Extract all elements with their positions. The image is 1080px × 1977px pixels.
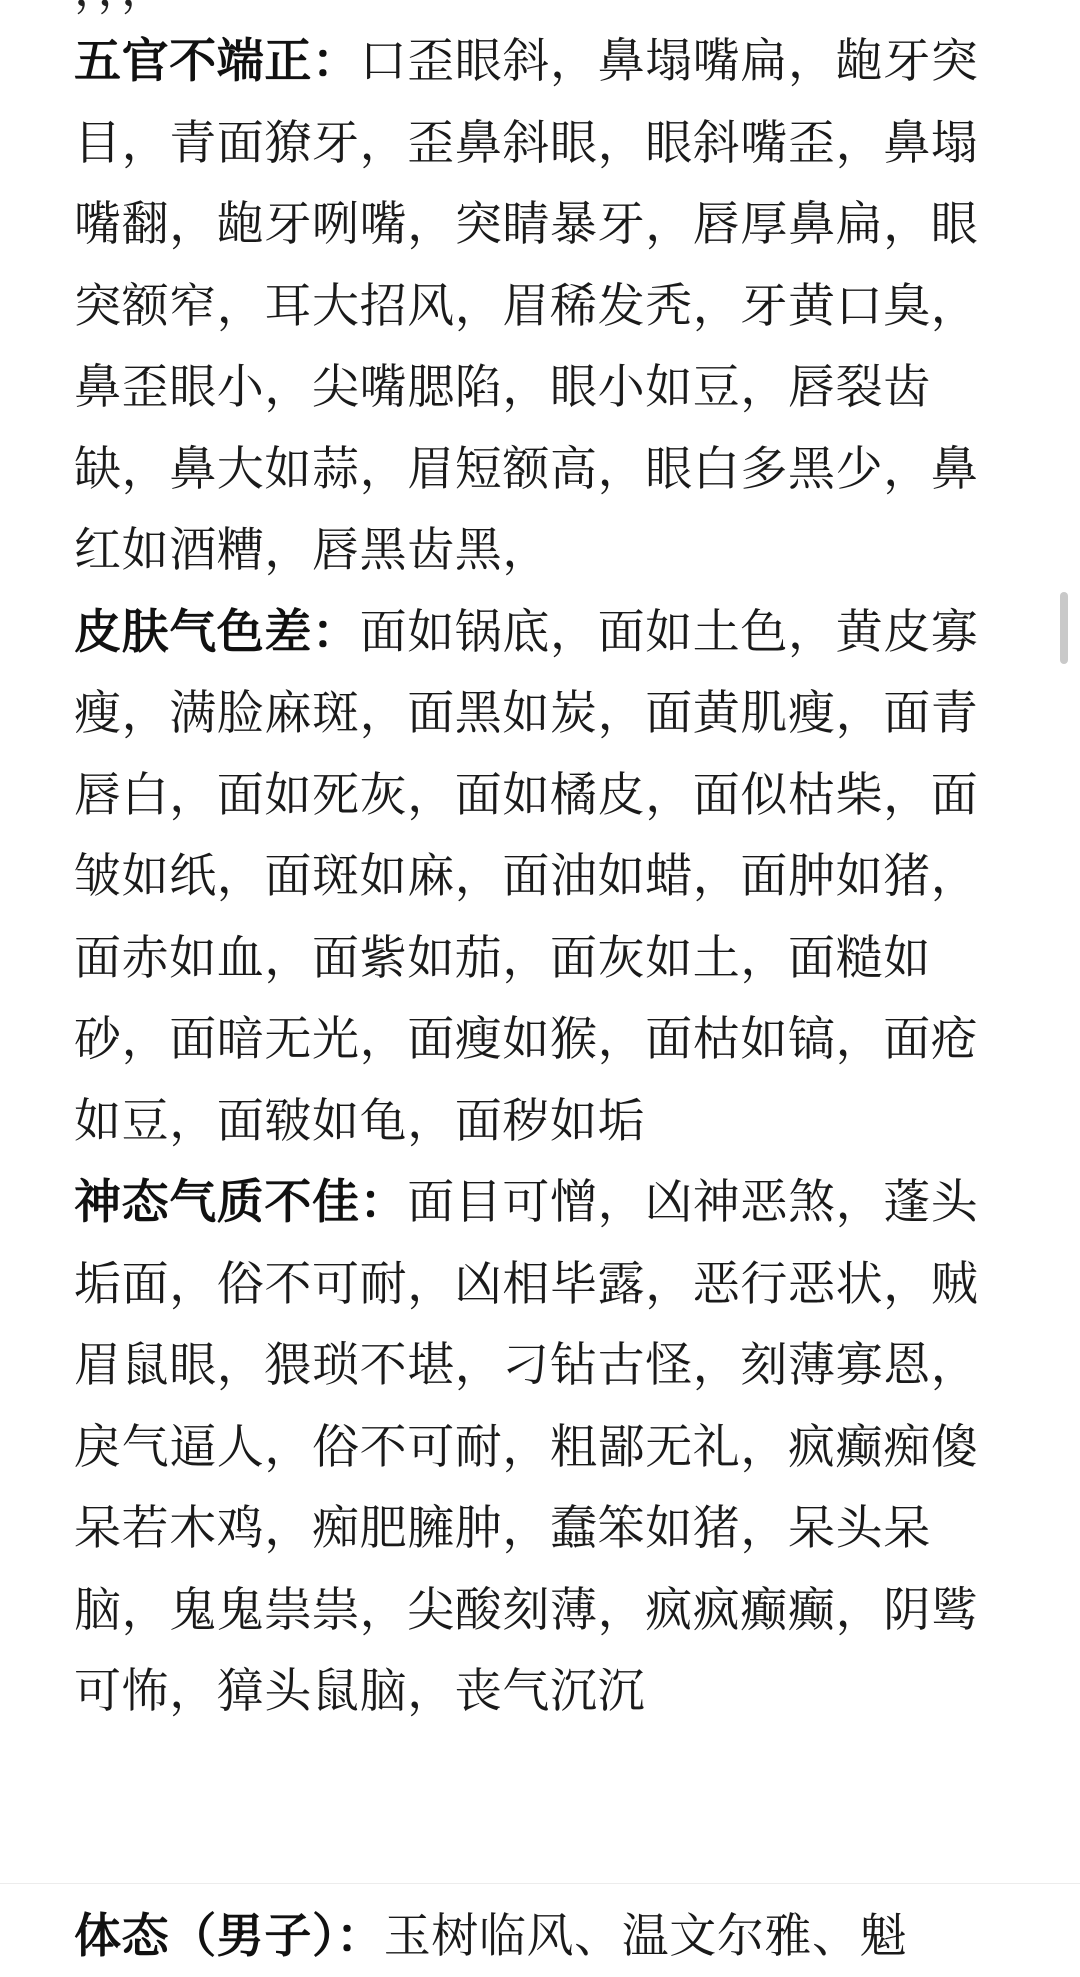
section-facial-features xyxy=(74,21,994,592)
section-demeanor xyxy=(74,1162,994,1733)
section-label: 皮肤气色差： xyxy=(74,605,360,660)
section-posture-male xyxy=(74,1896,994,1977)
section-label: 五官不端正： xyxy=(74,34,360,89)
section-text: 口歪眼斜，鼻塌嘴扁，龅牙突目，青面獠牙，歪鼻斜眼，眼斜嘴歪，鼻塌嘴翻，龅牙咧嘴，突睛暴牙，唇厚鼻扁，眼突额窄，耳大招风，眉稀发秃，牙黄口臭，鼻歪眼小，尖嘴腮陷，眼小如豆，唇裂齿缺，鼻大如蒜，眉短额高，眼白多黑少，鼻红如酒糟，唇黑齿黑， xyxy=(74,34,978,578)
section-skin-complexion xyxy=(74,592,994,1163)
section-label: 体态（男子）： xyxy=(74,1909,384,1964)
article-body xyxy=(74,21,994,1977)
scrollbar-thumb[interactable] xyxy=(1060,592,1068,664)
bottom-divider xyxy=(0,1883,1080,1884)
section-text: 面如锅底，面如土色，黄皮寡瘦，满脸麻斑，面黑如炭，面黄肌瘦，面青唇白，面如死灰，面如橘皮，面似枯柴，面皱如纸，面斑如麻，面油如蜡，面肿如猪，面赤如血，面紫如茄，面灰如土，面糙如砂，面暗无光，面瘦如猴，面枯如镐，面疮如豆，面皲如龟，面秽如垢 xyxy=(74,605,978,1149)
paragraph-gap xyxy=(74,1733,994,1896)
cutoff-text-line xyxy=(74,0,994,10)
section-label: 神态气质不佳： xyxy=(74,1175,407,1230)
section-text: 面目可憎，凶神恶煞，蓬头垢面，俗不可耐，凶相毕露，恶行恶状，贼眉鼠眼，猥琐不堪，刁钻古怪，刻薄寡恩，戾气逼人，俗不可耐，粗鄙无礼，疯癫痴傻呆若木鸡，痴肥臃肿，蠢笨如猪，呆头呆脑，鬼鬼祟祟，尖酸刻薄，疯疯癫癫，阴骘可怖，獐头鼠脑，丧气沉沉 xyxy=(74,1175,978,1719)
section-text: 玉树临风、温文尔雅、魁 xyxy=(384,1909,908,1964)
